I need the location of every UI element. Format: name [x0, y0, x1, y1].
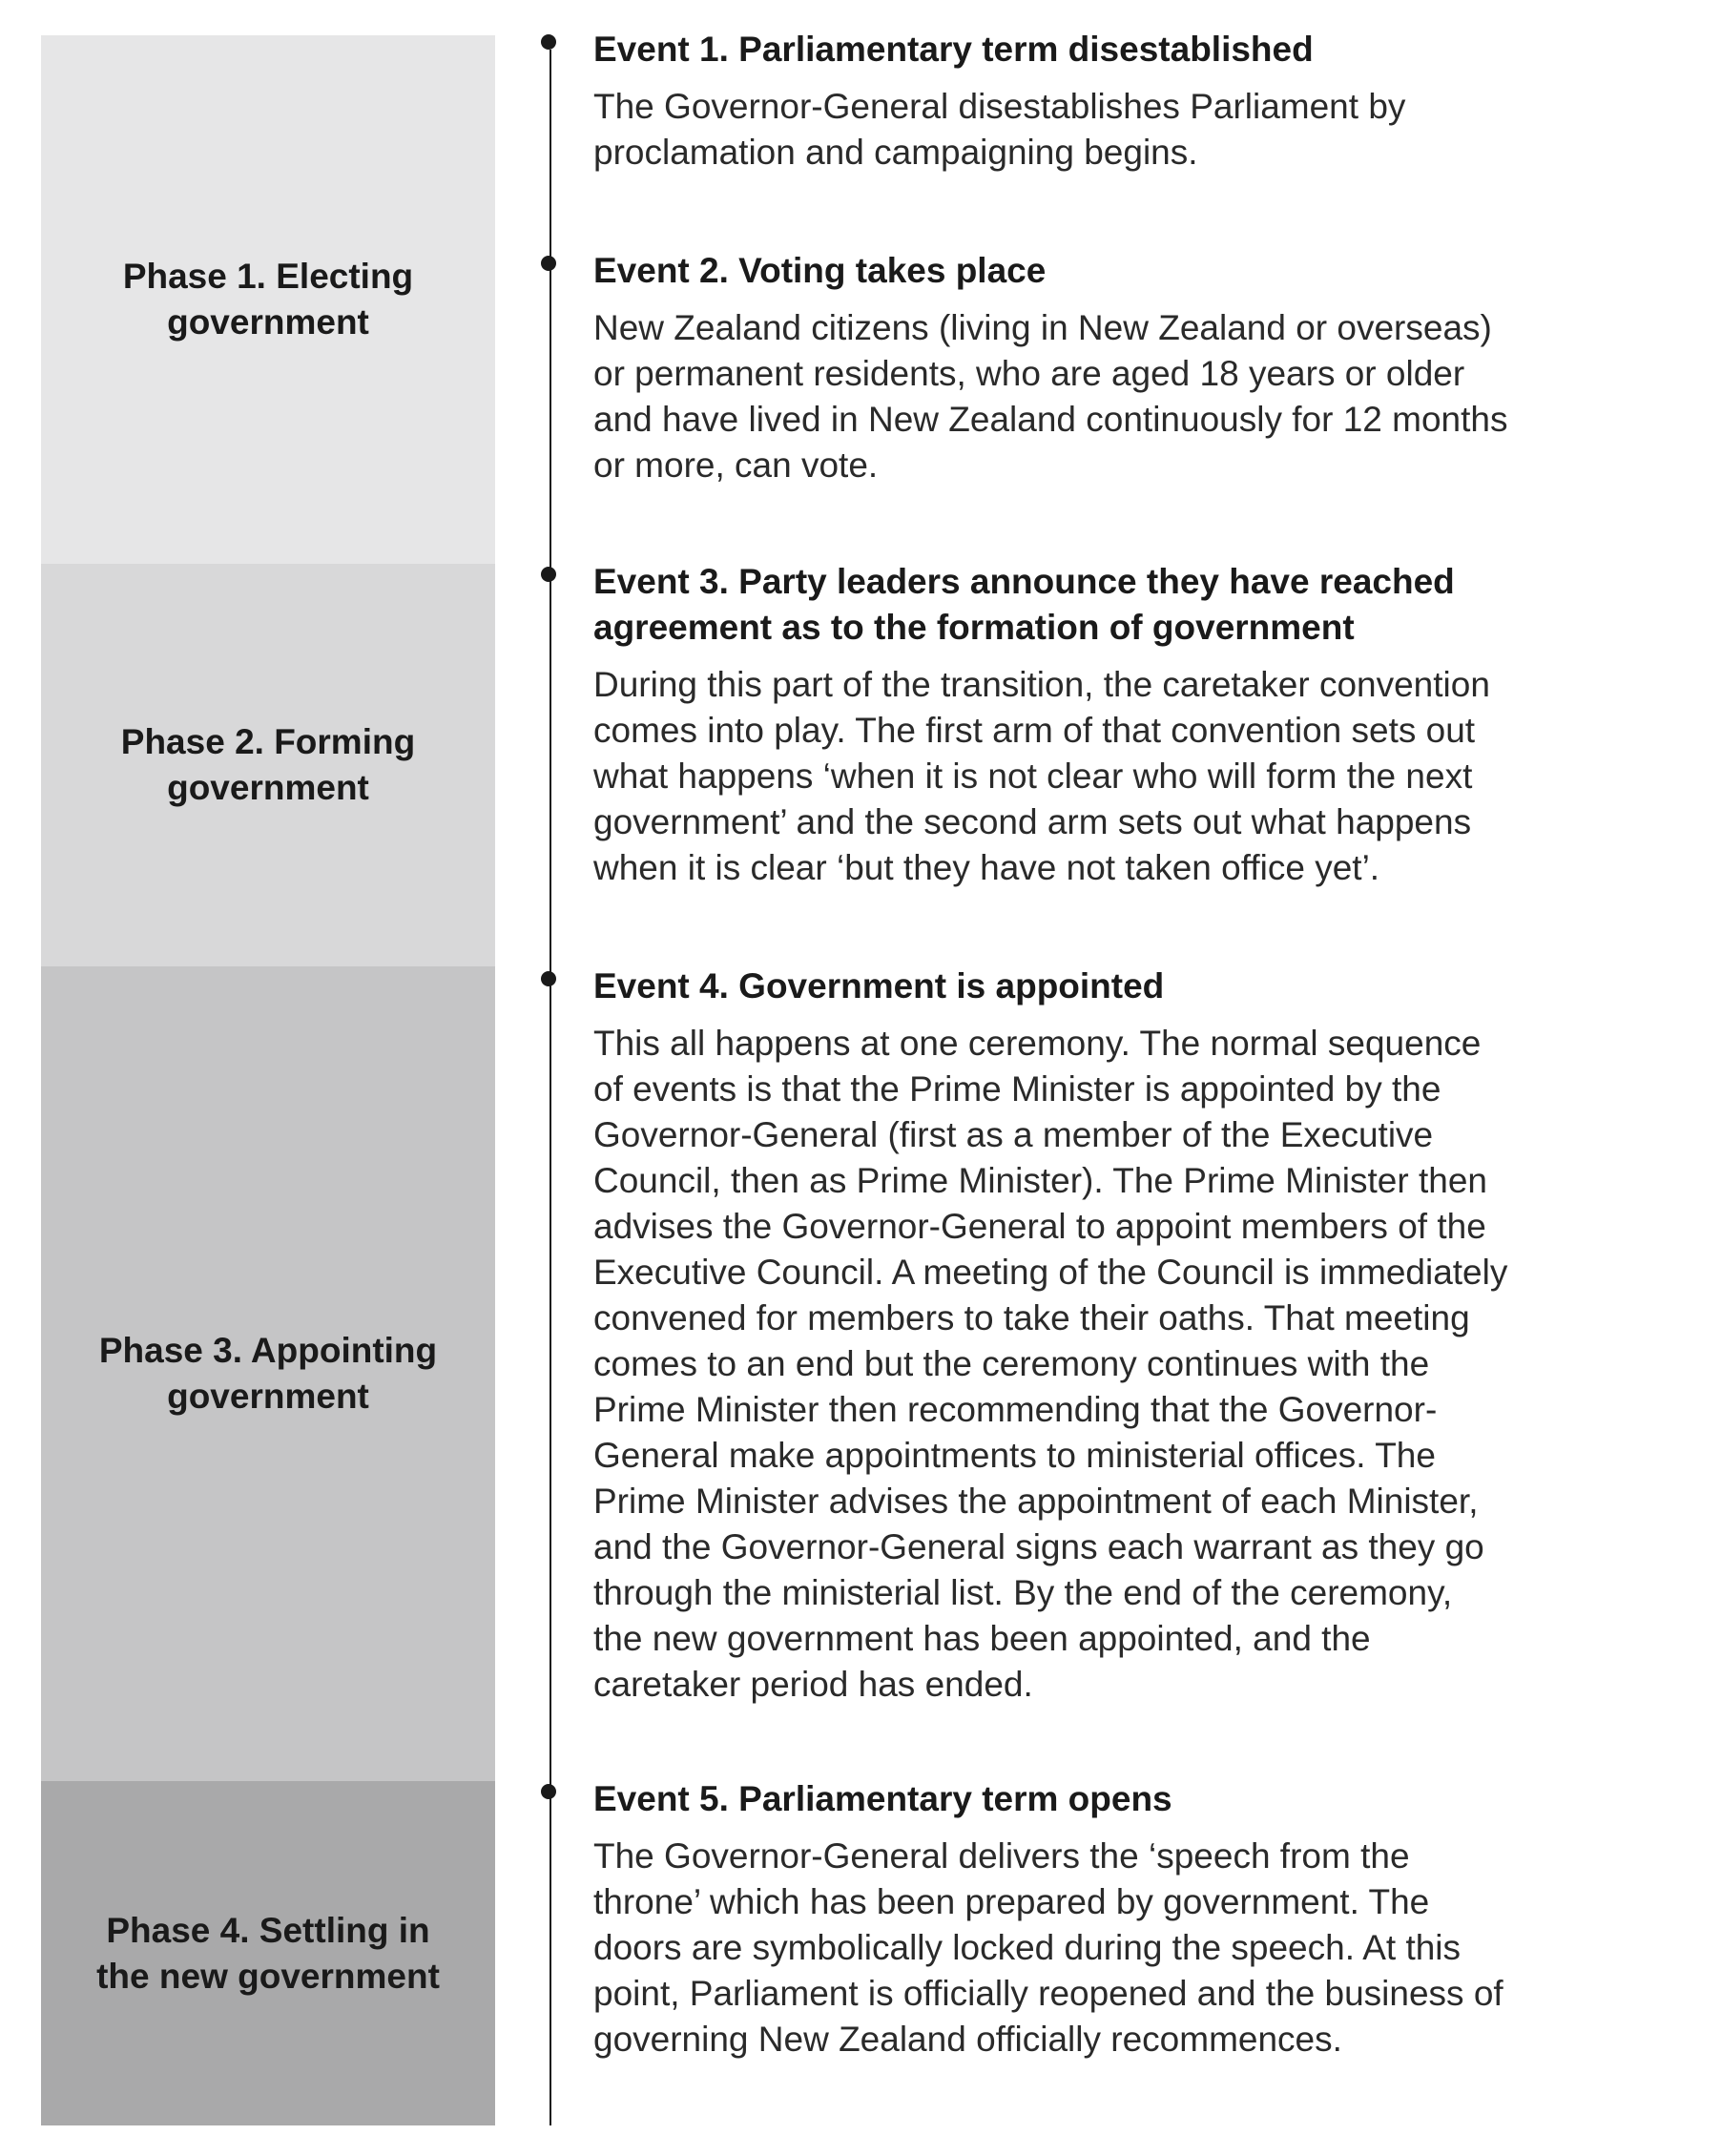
event-5-description: The Governor-General delivers the ‘speech from the throne’ which has been prepared by government. The doors are symbolically locked during the speech. At this point, Parliament is officially reopened and the business of governing New Zealand officially recommences. — [593, 1836, 1503, 2059]
event-2-title: Event 2. Voting takes place — [593, 251, 1047, 290]
timeline-dot — [541, 256, 556, 271]
phase-4-label: Phase 4. Settling in the new government — [96, 1910, 440, 1996]
phase-3-block — [41, 966, 495, 1781]
event-4-title: Event 4. Government is appointed — [593, 966, 1165, 1005]
timeline-line — [549, 50, 551, 2125]
event-1-description: The Governor-General disestablishes Parliament by proclamation and campaigning begins. — [593, 87, 1406, 172]
phase-4-block — [41, 1781, 495, 2125]
event-3 — [593, 559, 1566, 891]
phase-1-label: Phase 1. Electing government — [122, 257, 414, 342]
event-4-description: This all happens at one ceremony. The normal sequence of events is that the Prime Minister is appointed by the Governor-General (first as a member of the Executive Council, then as Prime Minister). The Prime Minister then advises the Governor-General to appoint members of the Executive Council. A meeting of the Council is immediately convened for members to take their oaths. That meeting comes to an end but the ceremony continues with the Prime Minister then recommending that the Governor- General make appointments to ministerial offices. The Prime Minister advises the appointment of each Minister, and the Governor-General signs each warrant as they go through the ministerial list. By the end of the ceremony, the new government has been appointed, and the caretaker period has ended. — [593, 1024, 1508, 1704]
event-3-description: During this part of the transition, the caretaker convention comes into play. The first arm of that convention sets out what happens ‘when it is not clear who will form the next government’ and the second arm sets out what happens when it is clear ‘but they have not taken office yet’. — [593, 665, 1490, 887]
phase-2-block — [41, 564, 495, 966]
timeline-dot — [541, 567, 556, 582]
event-2-description: New Zealand citizens (living in New Zealand or overseas) or permanent residents, who are aged 18 years or older and have lived in New Zealand continuously for 12 months or more, can vote. — [593, 308, 1508, 485]
event-1 — [593, 27, 1566, 176]
timeline-dot — [541, 971, 556, 986]
timeline-dot — [541, 1784, 556, 1799]
phase-3-label: Phase 3. Appointing government — [98, 1331, 438, 1416]
event-3-title: Event 3. Party leaders announce they have reached agreement as to the formation of government — [593, 562, 1455, 647]
phase-2-label: Phase 2. Forming government — [120, 722, 416, 807]
event-1-title: Event 1. Parliamentary term disestablished — [593, 30, 1314, 69]
phase-column — [41, 35, 495, 2125]
phase-1-block — [41, 35, 495, 564]
event-4 — [593, 964, 1566, 1708]
event-2 — [593, 248, 1566, 488]
event-5-title: Event 5. Parliamentary term opens — [593, 1779, 1172, 1818]
event-5 — [593, 1776, 1566, 2063]
timeline-dot — [541, 34, 556, 50]
